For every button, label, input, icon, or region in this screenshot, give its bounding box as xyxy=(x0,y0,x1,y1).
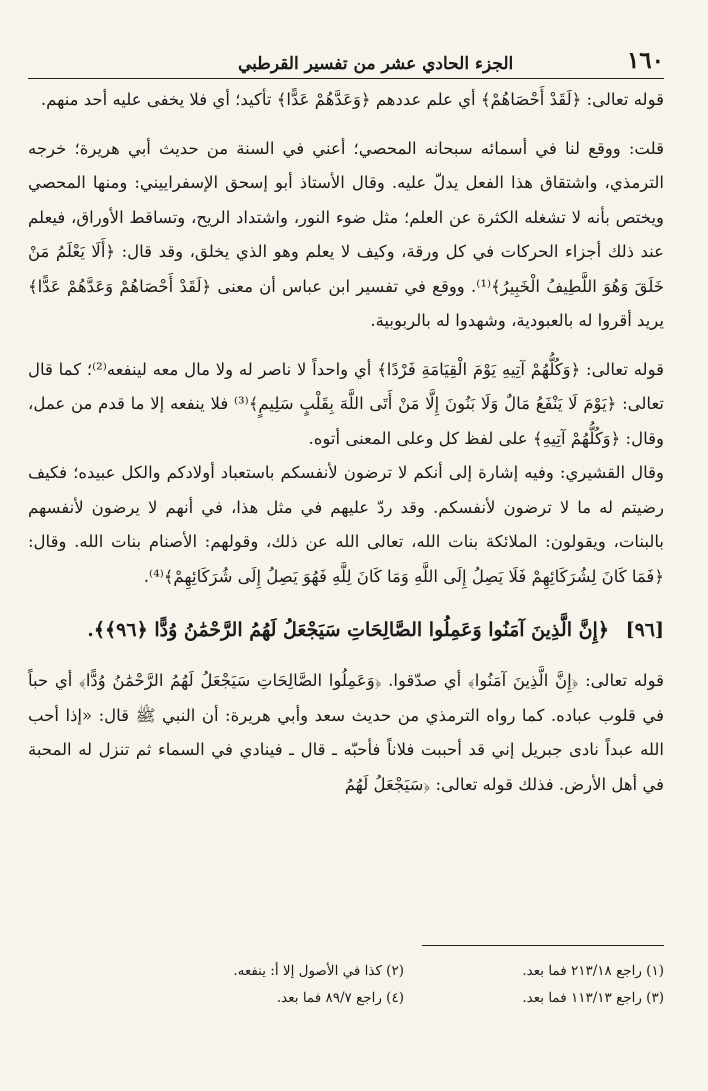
footnote-row xyxy=(144,958,664,985)
paragraph: قوله تعالى: ﴿لَقَدْ أَحْصَاهُمْ﴾ أي علم عددهم ﴿وَعَدَّهُمْ عَدًّا﴾ تأكيد؛ أي فلا يخفى عليه أحد منهم. xyxy=(40,90,664,109)
paragraph: وقال القشيري: وفيه إشارة إلى أنكم لا ترضون لأنفسكم باستعباد أولادكم والكل عبيده؛ فكيف رضيتم له ما لا ترضون لأنفسكم. وقد ردّ عليهم في مثل هذا، في أنهم لا يرضون لأنفسهم بالبنات، ويقولون: الملائكة بنات الله، تعالى الله عن ذلك، وقولهم: الأصنام بنات الله. وقال: ﴿فَمَا كَانَ لِشُرَكَائِهِمْ فَلَا يَصِلُ إِلَى اللَّهِ وَمَا كَانَ لِلَّهِ فَهُوَ يَصِلُ إِلَى شُرَكَائِهِمْ﴾⁽⁴⁾. xyxy=(28,463,664,586)
paragraph: قوله تعالى: ﴿وَكُلُّهُمْ آتِيهِ يَوْمَ الْقِيَامَةِ فَرْدًا﴾ أي واحداً لا ناصر له ولا مال معه لينفعه⁽²⁾؛ كما قال تعالى: ﴿يَوْمَ لَا يَنْفَعُ مَالٌ وَلَا بَنُونَ إِلَّا مَنْ أَتَى اللَّهَ بِقَلْبٍ سَلِيمٍ﴾⁽³⁾ فلا ينفعه إلا ما قدم من عمل، وقال: ﴿وَكُلُّهُمْ آتِيهِ﴾ على لفظ كل وعلى المعنى أتوه. xyxy=(28,359,664,448)
running-title: الجزء الحادي عشر من تفسير القرطبي xyxy=(238,54,514,74)
footnote-row xyxy=(144,985,664,1012)
paragraph: قلت: ووقع لنا في أسمائه سبحانه المحصي؛ أعني في السنة من حديث أبي هريرة؛ خرجه الترمذي، واشتقاق هذا الفعل يدلّ عليه. وقال الأستاذ أبو إسحق الإسفراييني: ومنها المحصي ويختص بأنه لا تشغله الكثرة عن العلم؛ مثل ضوء النور، واشتداد الريح، وتساقط الأوراق، فيعلم عند ذلك أجزاء الحركات في كل ورقة، وكيف لا يعلم وهو الذي يخلق، وقد قال: ﴿أَلَا يَعْلَمُ مَنْ خَلَقَ وَهُوَ اللَّطِيفُ الْخَبِيرُ﴾⁽¹⁾. ووقع في تفسير ابن عباس أن معنى ﴿لَقَدْ أَحْصَاهُمْ وَعَدَّهُمْ عَدًّا﴾ يريد أقروا له بالعبودية، وشهدوا له بالربوبية. xyxy=(28,138,664,330)
footnote-divider xyxy=(422,945,664,946)
verse-heading xyxy=(28,610,664,650)
footnote: (٣) راجع ١١٣/١٣ فما بعد. xyxy=(522,990,664,1006)
verse-text: ﴿إِنَّ الَّذِينَ آمَنُوا وَعَمِلُوا الصَّالِحَاتِ سَيَجْعَلُ لَهُمُ الرَّحْمَٰنُ وُدًّا ﴿٩٦﴾﴾. xyxy=(87,619,609,641)
page-number: ١٦٠ xyxy=(626,47,664,74)
body-text xyxy=(28,83,664,802)
verse-number: [٩٦] xyxy=(625,619,664,641)
footnotes xyxy=(144,958,664,1012)
footnote: (٤) راجع ٨٩/٧ فما بعد. xyxy=(276,990,404,1006)
paragraph: قوله تعالى: ﴿إِنَّ الَّذِينَ آمَنُوا﴾ أي صدّقوا. ﴿وَعَمِلُوا الصَّالِحَاتِ سَيَجْعَلُ لَهُمُ الرَّحْمَٰنُ وُدًّا﴾ أي حباً في قلوب عباده. كما رواه الترمذي من حديث سعد وأبي هريرة: أن النبي ﷺ قال: «إذا أحب الله عبداً نادى جبريل إني قد أحببت فلاناً فأحبّه ـ قال ـ فينادي في السماء ثم تنزل له المحبة في أهل الأرض. فذلك قوله تعالى: ﴿سَيَجْعَلُ لَهُمُ xyxy=(28,671,664,794)
page-header xyxy=(28,40,664,79)
footnote: (١) راجع ٢١٣/١٨ فما بعد. xyxy=(522,963,664,979)
footnote: (٢) كذا في الأصول إلا أ: ينفعه. xyxy=(233,963,404,979)
